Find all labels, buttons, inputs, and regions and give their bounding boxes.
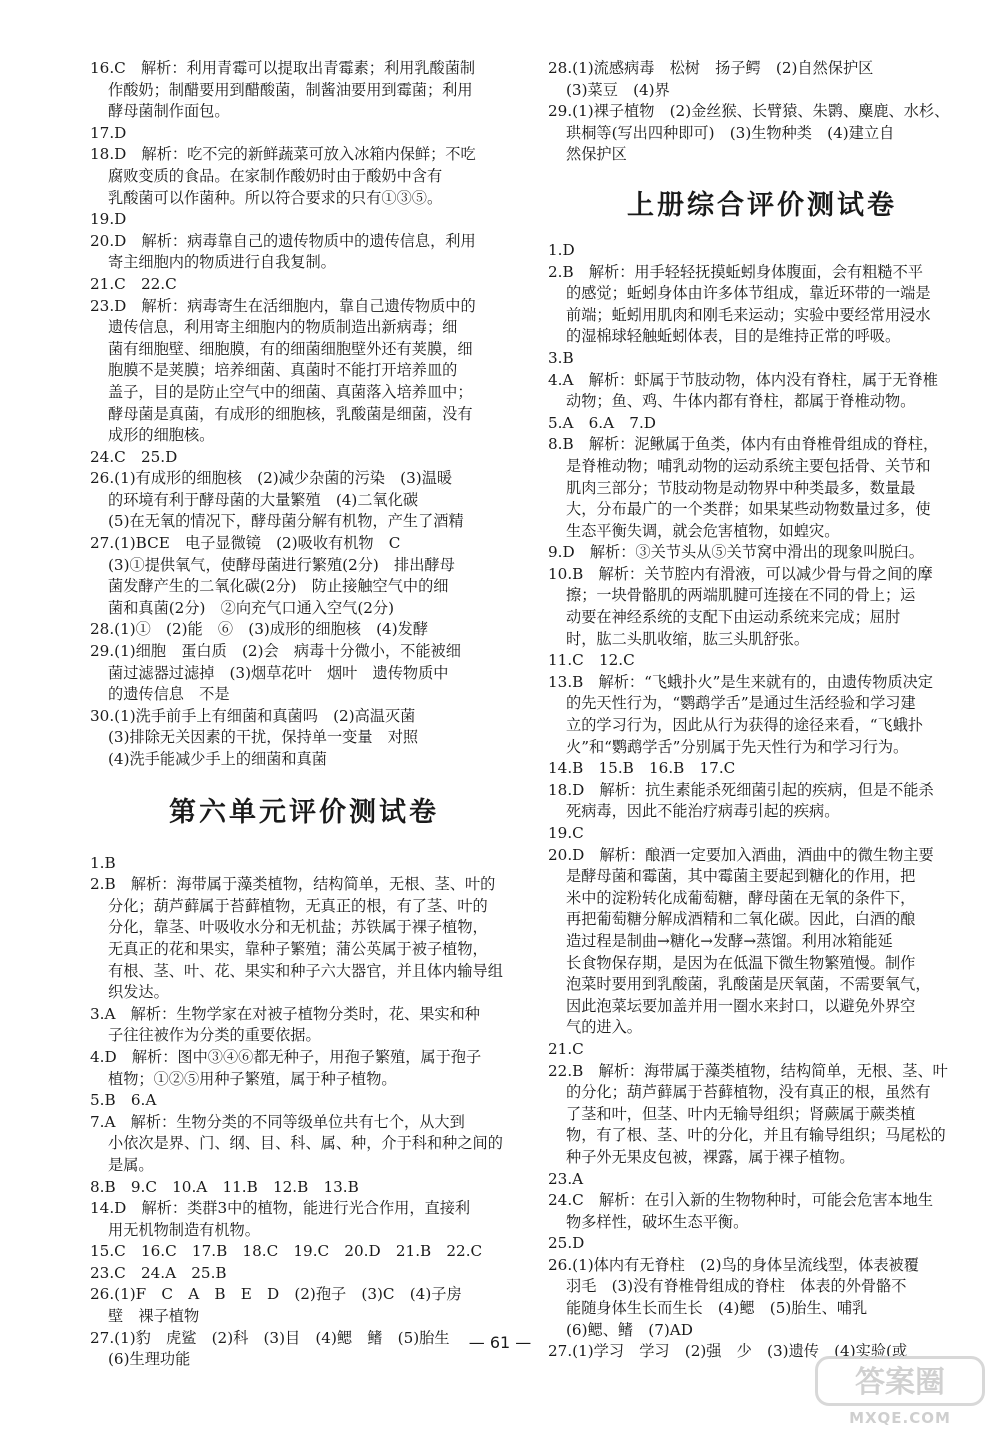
answer-line: 死病毒，因此不能治疗病毒引起的疾病。: [566, 802, 840, 821]
answer-line: 泡菜时要用到乳酸菌，乳酸菌是厌氧菌，不需要氧气，: [566, 975, 931, 994]
answer-line: 的感觉；蚯蚓身体由许多体节组成，靠近环带的一端是: [566, 284, 931, 303]
page-number: — 61 —: [468, 1333, 532, 1352]
answer-line: 前端；蚯蚓用肌肉和刚毛来运动；实验中要经常用浸水: [566, 305, 931, 324]
answer-line: 了茎和叶，但茎、叶内无输导组织；肾蕨属于蕨类植: [566, 1104, 916, 1123]
answer-line: 27.(1)豹 虎鲨 (2)科 (3)目 (4)鳃 鳍 (5)胎生: [90, 1328, 450, 1347]
answer-line: 16.C 解析：利用青霉可以提取出青霉素；利用乳酸菌制: [90, 59, 476, 77]
answer-line: 物，有了根、茎、叶的分化，并且有输导组织；马尾松的: [566, 1126, 946, 1145]
answer-line: 肌肉三部分；节肢动物是动物界中种类最多，数量最: [566, 478, 916, 497]
answer-line: 26.(1)体内有无脊柱 (2)鸟的身体呈流线型，体表被覆: [548, 1255, 919, 1274]
answer-line: 14.B 15.B 16.B 17.C: [548, 759, 736, 778]
answer-line: 的环境有利于酵母菌的大量繁殖 (4)二氧化碳: [108, 490, 419, 509]
answer-line: 胞膜不是荚膜；培养细菌、真菌时不能打开培养皿的: [108, 361, 458, 380]
answer-line: 遗传信息，利用寄主细胞内的物质制造出新病毒；细: [108, 318, 458, 337]
answer-line: 作酸奶；制醋要用到醋酸菌，制酱油要用到霉菌；利用: [108, 80, 473, 99]
answer-line: 17.D: [90, 123, 127, 142]
answer-line: 2.B 解析：用手轻轻抚摸蚯蚓身体腹面，会有粗糙不平: [548, 262, 923, 281]
answer-line: 是酵母菌和霉菌，其中霉菌主要起到糖化的作用，把: [566, 867, 916, 886]
answer-line: (6)生理功能: [108, 1350, 191, 1369]
answer-line: 21.C: [548, 1039, 584, 1058]
answer-line: 27.(1)BCE 电子显微镜 (2)吸收有机物 C: [90, 534, 401, 553]
answer-line: (6)鳃、鳍 (7)AD: [566, 1320, 693, 1339]
answer-line: 23.C 24.A 25.B: [90, 1263, 227, 1282]
answer-line: 25.D: [548, 1234, 585, 1253]
answer-line: 菌过滤器过滤掉 (3)烟草花叶 烟叶 遗传物质中: [108, 663, 449, 682]
left-column: [90, 58, 518, 1371]
answer-line: 气的进入。: [566, 1018, 642, 1037]
answer-line: 30.(1)洗手前手上有细菌和真菌吗 (2)高温灭菌: [90, 706, 416, 725]
answer-line: 28.(1)① (2)能 ⑥ (3)成形的细胞核 (4)发酵: [90, 620, 429, 639]
answer-line: 立的学习行为，因此从行为获得的途径来看，“飞蛾扑: [566, 716, 924, 735]
answer-line: 23.A: [548, 1169, 584, 1188]
answer-line: 2.B 解析：海带属于藻类植物，结构简单，无根、茎、叶的: [90, 875, 496, 894]
answer-line: 8.B 解析：泥鳅属于鱼类，体内有由脊椎骨组成的脊柱，: [548, 435, 939, 454]
answer-line: 酵母菌是真菌，有成形的细胞核，乳酸菌是细菌，没有: [108, 404, 473, 423]
answer-line: 羽毛 (3)没有脊椎骨组成的脊柱 体表的外骨骼不: [566, 1277, 907, 1296]
answer-line: 20.D 解析：病毒靠自己的遗传物质中的遗传信息，利用: [90, 231, 476, 250]
watermark-logo: [815, 1356, 985, 1426]
answer-line: 的湿棉球轻触蚯蚓体表，目的是维持正常的呼吸。: [566, 327, 901, 346]
answer-line: 无真正的花和果实，靠种子繁殖；蒲公英属于被子植物，: [108, 939, 488, 958]
answer-line: 29.(1)细胞 蛋白质 (2)会 病毒十分微小，不能被细: [90, 642, 461, 661]
answer-line: 22.B 解析：海带属于藻类植物，结构简单，无根、茎、叶: [548, 1061, 948, 1080]
right-column: [548, 58, 976, 1363]
answer-line: 有根、茎、叶、花、果实和种子六大器官，并且体内输导组: [108, 961, 503, 980]
answer-line: 21.C 22.C: [90, 274, 177, 293]
answer-line: 生态平衡失调，就会危害植物，如蝗灾。: [566, 521, 840, 540]
answer-line: 20.D 解析：酿酒一定要加入酒曲，酒曲中的微生物主要: [548, 845, 934, 864]
answer-line: 3.A 解析：生物学家在对被子植物分类时，花、果实和种: [90, 1004, 480, 1023]
answer-line: 26.(1)F C A B E D (2)孢子 (3)C (4)子房: [90, 1285, 462, 1304]
answer-line: 用无机物制造有机物。: [108, 1220, 260, 1239]
answer-line: 的分化；葫芦藓属于苔藓植物，没有真正的根，虽然有: [566, 1083, 931, 1102]
answer-line: 的先天性行为，“鹦鹉学舌”是通过生活经验和学习建: [566, 694, 916, 713]
answer-line: 的遗传信息 不是: [108, 685, 230, 704]
answer-line: 动物；鱼、鸡、牛体内都有脊柱，都属于脊椎动物。: [566, 392, 916, 411]
answer-line: 1.B: [90, 853, 116, 872]
answer-line: 植物；①②⑤用种子繁殖，属于种子植物。: [108, 1069, 397, 1088]
answer-line: 分化，靠茎、叶吸收水分和无机盐；苏铁属于裸子植物，: [108, 918, 488, 937]
answer-line: 菌和真菌(2分) ②向充气口通入空气(2分): [108, 598, 395, 617]
answer-line: (3)①提供氧气，使酵母菌进行繁殖(2分) 排出酵母: [108, 555, 455, 574]
answer-line: (5)在无氧的情况下，酵母菌分解有机物，产生了酒精: [108, 512, 464, 531]
left-answer-block-unit5: [90, 58, 518, 771]
answer-line: 26.(1)有成形的细胞核 (2)减少杂菌的污染 (3)温暖: [90, 469, 453, 488]
answer-line: 4.A 解析：虾属于节肢动物，体内没有脊柱，属于无脊椎: [548, 370, 938, 389]
answer-line: 分化；葫芦藓属于苔藓植物，无真正的根，有了茎、叶的: [108, 896, 488, 915]
right-answer-block-unit6-end: [548, 58, 976, 166]
answer-line: 3.B: [548, 348, 574, 367]
answer-line: 菌有细胞壁、细胞膜，有的细菌细胞壁外还有荚膜，细: [108, 339, 473, 358]
answer-line: 8.B 9.C 10.A 11.B 12.B 13.B: [90, 1177, 359, 1196]
answer-line: 7.A 解析：生物分类的不同等级单位共有七个，从大到: [90, 1112, 465, 1131]
answer-line: 乳酸菌可以作菌种。所以符合要求的只有①③⑤。: [108, 188, 443, 207]
answer-line: 成形的细胞核。: [108, 426, 215, 445]
answer-line: 种子外无果皮包被，裸露，属于裸子植物。: [566, 1147, 855, 1166]
answer-line: 19.D: [90, 210, 127, 229]
answer-line: (3)排除无关因素的干扰，保持单一变量 对照: [108, 728, 419, 747]
answer-line: 24.C 25.D: [90, 447, 178, 466]
answer-line: 时，肱二头肌收缩，肱三头肌舒张。: [566, 629, 809, 648]
answer-line: 14.D 解析：类群3中的植物，能进行光合作用，直接利: [90, 1199, 471, 1218]
answer-line: 火”和“鹦鹉学舌”分别属于先天性行为和学习行为。: [566, 737, 909, 756]
watermark-url: MXQE.COM: [849, 1409, 951, 1427]
section-title-comprehensive: 上册综合评价测试卷: [627, 189, 897, 221]
right-answer-block-comprehensive: [548, 240, 976, 1363]
answer-line: 壁 裸子植物: [108, 1307, 200, 1326]
answer-line: 28.(1)流感病毒 松树 扬子鳄 (2)自然保护区: [548, 59, 874, 77]
answer-line: 织发达。: [108, 983, 169, 1002]
answer-line: (4)洗手能减少手上的细菌和真菌: [108, 750, 327, 768]
answer-line: (3)菜豆 (4)界: [566, 80, 670, 99]
answer-line: 1.D: [548, 240, 575, 259]
answer-line: 23.D 解析：病毒寄生在活细胞内，靠自己遗传物质中的: [90, 296, 476, 315]
answer-line: 造过程是制曲→糖化→发酵→蒸馏。利用冰箱能延: [566, 931, 893, 950]
answer-line: 物多样性，破坏生态平衡。: [566, 1212, 749, 1231]
answer-line: 小依次是界、门、纲、目、科、属、种，介于科和种之间的: [108, 1134, 503, 1153]
answer-line: 29.(1)裸子植物 (2)金丝猴、长臂猿、朱鹮、麋鹿、水杉、: [548, 102, 950, 121]
answer-line: 然保护区: [566, 145, 627, 164]
answer-line: 擦；一块骨骼肌的两端肌腱可连接在不同的骨上；运: [566, 586, 916, 605]
section-title-unit6: 第六单元评价测试卷: [169, 796, 439, 828]
answer-line: 因此泡菜坛要加盖并用一圈水来封口，以避免外界空: [566, 996, 916, 1015]
answer-line: 24.C 解析：在引入新的生物物种时，可能会危害本地生: [548, 1191, 934, 1210]
answer-line: 珙桐等(写出四种即可) (3)生物种类 (4)建立自: [566, 123, 895, 142]
answer-line: 18.D 解析：吃不完的新鲜蔬菜可放入冰箱内保鲜；不吃: [90, 145, 476, 164]
answer-line: 4.D 解析：图中③④⑥都无种子，用孢子繁殖，属于孢子: [90, 1047, 482, 1066]
answer-line: 寄主细胞内的物质进行自我复制。: [108, 253, 336, 272]
watermark-logo-text: 答案圈: [815, 1356, 985, 1406]
answer-line: 大，分布最广的一个类群；如果某些动物数量过多，使: [566, 500, 931, 519]
answer-line: 再把葡萄糖分解成酒精和二氧化碳。因此，白酒的酿: [566, 910, 916, 929]
answer-line: 酵母菌制作面包。: [108, 102, 230, 121]
answer-line: 15.C 16.C 17.B 18.C 19.C 20.D 21.B 22.C: [90, 1242, 483, 1261]
answer-line: 18.D 解析：抗生素能杀死细菌引起的疾病，但是不能杀: [548, 780, 934, 799]
answer-line: 长食物保存期，是因为在低温下微生物繁殖慢。制作: [566, 953, 916, 972]
answer-line: 5.B 6.A: [90, 1091, 157, 1110]
answer-line: 5.A 6.A 7.D: [548, 413, 656, 432]
answer-line: 是属。: [108, 1155, 154, 1174]
answer-line: 27.(1)学习 学习 (2)强 少 (3)遗传 (4)实验(或: [548, 1342, 908, 1361]
answer-line: 13.B 解析：“飞蛾扑火”是生来就有的，由遗传物质决定: [548, 672, 933, 691]
answer-line: 米中的淀粉转化成葡萄糖，酵母菌在无氧的条件下，: [566, 888, 916, 907]
left-answer-block-unit6: [90, 853, 518, 1371]
answer-line: 菌发酵产生的二氧化碳(2分) 防止接触空气中的细: [108, 577, 449, 596]
answer-line: 能随身体生长而生长 (4)鳃 (5)胎生、哺乳: [566, 1299, 868, 1318]
answer-line: 是脊椎动物；哺乳动物的运动系统主要包括骨、关节和: [566, 456, 931, 475]
answer-line: 11.C 12.C: [548, 651, 635, 670]
answer-line: 腐败变质的食品。在家制作酸奶时由于酸奶中含有: [108, 166, 443, 185]
answer-line: 9.D 解析：③关节头从⑤关节窝中滑出的现象叫脱臼。: [548, 543, 924, 562]
answer-line: 子往往被作为分类的重要依据。: [108, 1026, 321, 1045]
answer-line: 19.C: [548, 824, 584, 842]
answer-line: 盖子，目的是防止空气中的细菌、真菌落入培养皿中；: [108, 382, 473, 401]
answer-line: 动要在神经系统的支配下由运动系统来完成；屈肘: [566, 608, 901, 627]
answer-line: 10.B 解析：关节腔内有滑液，可以减少骨与骨之间的摩: [548, 564, 933, 583]
